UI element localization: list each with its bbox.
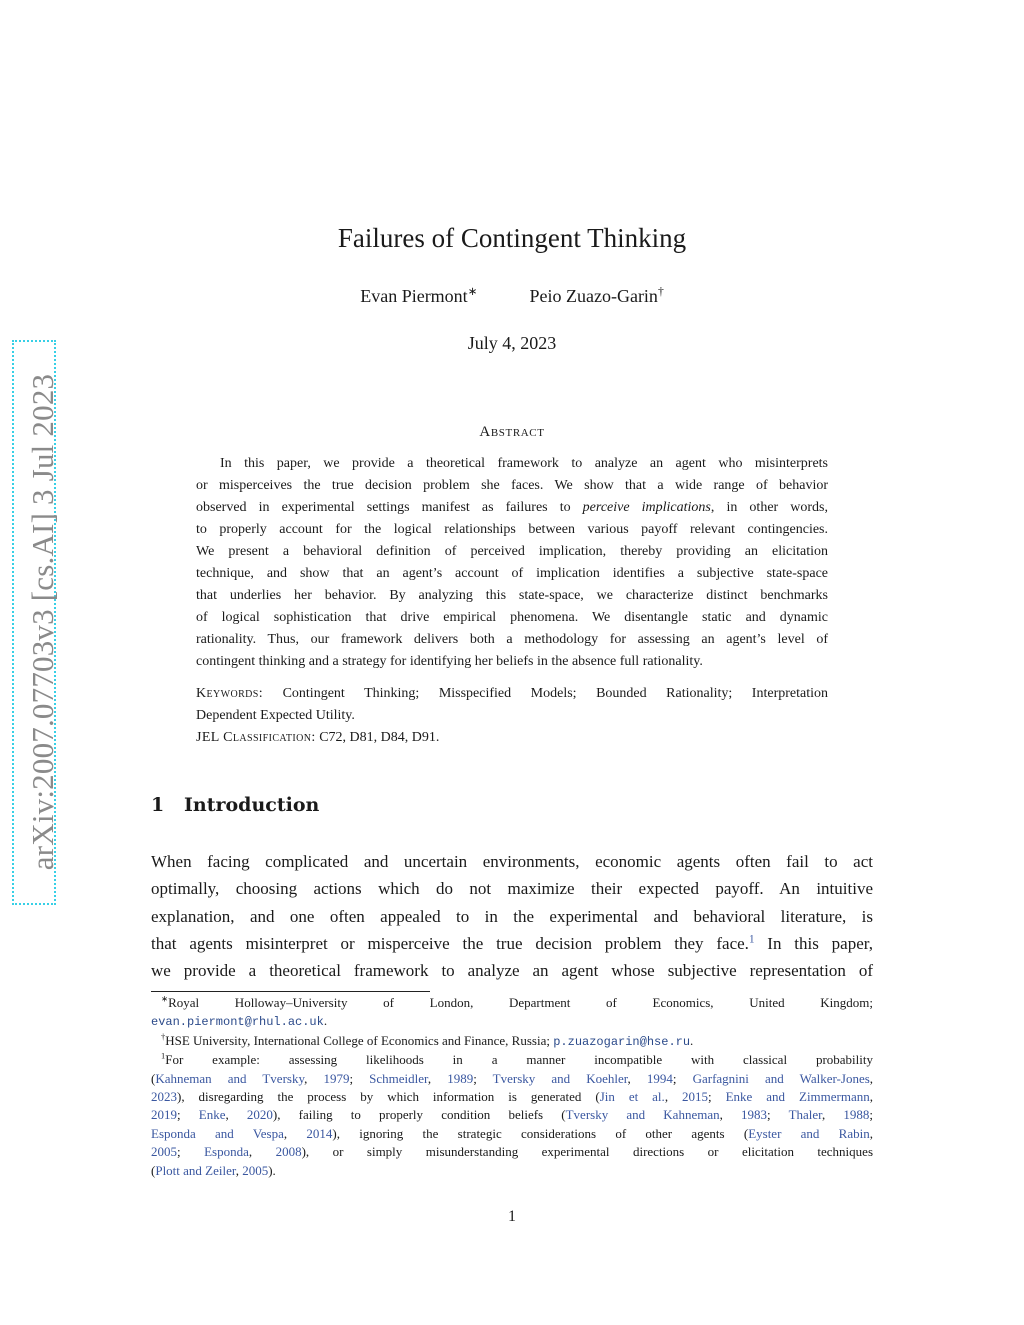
footnote-text: ).: [268, 1162, 276, 1178]
citation-link[interactable]: Jin et al.: [599, 1089, 665, 1105]
footnote-text: ;: [177, 1144, 205, 1160]
abstract-line: observed in experimental settings manifest as failures to perceive implications, in other words,: [196, 500, 828, 515]
citation-link[interactable]: Garfagnini and Walker-Jones: [692, 1070, 870, 1086]
citation-link[interactable]: 2005: [151, 1144, 177, 1160]
emphasis-text: perceive implications: [582, 500, 711, 515]
footnote-text: ,: [248, 1144, 276, 1160]
abstract-line: of logical sophistication that drive empirical phenomena. We disentangle static and dynamic: [196, 610, 828, 625]
footnote-text: ), ignoring the strategic considerations of other agents (: [332, 1125, 749, 1141]
footnote-text: (: [151, 1070, 156, 1086]
footnote-text: ), disregarding the process by which information is generated (: [177, 1089, 600, 1105]
abstract-line: that underlies her behavior. By analyzing this state-space, we characterize distinct benchmarks: [196, 588, 828, 603]
footnote-text: ;: [708, 1089, 726, 1105]
introduction-body: [151, 848, 873, 984]
footnote-text: ;: [177, 1107, 199, 1123]
abstract-line: rationality. Thus, our framework delivers both a methodology for assessing an agent’s level of: [196, 632, 828, 647]
footnote-text: ), failing to properly condition beliefs (: [272, 1107, 566, 1123]
footnote-dagger: †HSE University, International College of Economics and Finance, Russia; p.zuazogarin@hse.ru.: [161, 1031, 694, 1049]
citation-link[interactable]: 1983: [741, 1107, 768, 1123]
footnote-text: ;: [767, 1107, 789, 1123]
section-heading: [151, 794, 319, 816]
body-line: When facing complicated and uncertain environments, economic agents often fail to act: [151, 852, 873, 871]
citation-link[interactable]: Esponda and Vespa: [151, 1125, 284, 1141]
footnote-text: ;: [672, 1070, 693, 1086]
citation-link[interactable]: 2019: [151, 1107, 177, 1123]
abstract-body: [196, 453, 828, 673]
citation-link[interactable]: Tversky and Kahneman: [565, 1107, 720, 1123]
footnote-text: ;: [349, 1070, 370, 1086]
citation-link[interactable]: Plott and Zeiler: [155, 1162, 236, 1178]
citation-link[interactable]: Enke and Zimmermann: [725, 1089, 870, 1105]
body-line: explanation, and one often appealed to in the experimental and behavioral literature, is: [151, 906, 873, 926]
keywords-line: Keywords: Contingent Thinking; Misspecified Models; Bounded Rationality; Interpretation: [196, 686, 828, 701]
citation-link[interactable]: 2014: [306, 1125, 333, 1141]
footnote-1-line: [151, 1125, 873, 1143]
footnote-1-line: [151, 1162, 873, 1180]
abstract-line: We present a behavioral definition of perceived implication, thereby providing an elicitation: [196, 544, 828, 559]
footnote-text: ,: [427, 1070, 448, 1086]
citation-link[interactable]: Schmeidler: [369, 1070, 428, 1086]
footnote-text: ;: [869, 1107, 873, 1123]
citation-link[interactable]: 2005: [242, 1162, 269, 1178]
abstract-heading: Abstract: [479, 424, 545, 440]
section-title: Introduction: [184, 794, 320, 816]
citation-link[interactable]: Enke: [198, 1107, 226, 1123]
citation-link[interactable]: 1988: [843, 1107, 870, 1123]
footnote-star: ∗Royal Holloway–University of London, Department of Economics, United Kingdom;: [161, 993, 873, 1010]
arxiv-identifier: arXiv:2007.07703v3 [cs.AI] 3 Jul 2023: [25, 373, 60, 871]
keywords-block: [196, 683, 828, 749]
footnote-text: ,: [225, 1107, 247, 1123]
citation-link[interactable]: Eyster and Rabin: [748, 1125, 870, 1141]
jel-label: JEL Classification:: [196, 730, 316, 745]
footnote-text: ,: [719, 1107, 742, 1123]
body-line: we provide a theoretical framework to analyze an agent whose subjective representation of: [151, 961, 873, 981]
footnote-text: ,: [664, 1089, 683, 1105]
footnote-text: ;: [473, 1070, 493, 1086]
abstract-line: or misperceives the true decision problem she faces. We show that a wide range of behavior: [196, 478, 828, 493]
author-list: [0, 286, 1024, 307]
citation-link[interactable]: 2023: [151, 1089, 177, 1105]
paper-title: Failures of Contingent Thinking: [337, 223, 687, 253]
footnote-text: ,: [627, 1070, 647, 1086]
author: Evan Piermont∗: [360, 285, 478, 306]
citation-link[interactable]: 2008: [275, 1144, 302, 1160]
keywords-label: Keywords:: [196, 686, 264, 701]
abstract-line: In this paper, we provide a theoretical framework to analyze an agent who misinterprets: [220, 456, 828, 471]
paper-date: July 4, 2023: [467, 333, 557, 353]
jel-line: JEL Classification: C72, D81, D84, D91.: [196, 730, 440, 745]
footnote-1: $^1$For example: assessing likelihoods in a manner incompatible with classical probability: [161, 1050, 873, 1068]
citation-link[interactable]: 2020: [246, 1107, 273, 1123]
footnote-text: ), or simply misunderstanding experimental directions or elicitation techniques: [301, 1144, 874, 1160]
footnote-text: ,: [235, 1162, 243, 1178]
citation-link[interactable]: 1989: [447, 1070, 474, 1086]
footnote-text: ,: [283, 1125, 307, 1141]
citation-link[interactable]: 2015: [682, 1089, 709, 1105]
body-line: that agents misinterpret or misperceive the true decision problem they face.$^1$ In this paper,: [151, 933, 873, 953]
footnote-text: ,: [304, 1070, 324, 1086]
abstract-line: technique, and show that an agent’s account of implication identifies a subjective state-space: [196, 566, 828, 581]
email-link[interactable]: evan.piermont@rhul.ac.uk: [151, 1015, 324, 1030]
citation-link[interactable]: 1994: [646, 1070, 673, 1086]
footnotes: [151, 994, 873, 1180]
footnote-text: ,: [869, 1070, 874, 1086]
footnote-1-line: [151, 1088, 873, 1106]
footnote-1-line: [151, 1106, 873, 1124]
citation-link[interactable]: Tversky and Koehler: [492, 1070, 628, 1086]
citation-link[interactable]: Esponda: [204, 1144, 249, 1160]
citation-link[interactable]: 1979: [323, 1070, 350, 1086]
footnote-1-line: [151, 1070, 873, 1088]
footnote-rule: [151, 991, 430, 992]
abstract-line: to properly account for the logical relationships between various payoff relevant contingencies.: [196, 522, 828, 537]
footnote-text: ,: [869, 1089, 874, 1105]
page-number: 1: [508, 1208, 516, 1225]
footnote-text: (: [151, 1162, 156, 1178]
footnote-1-line: [151, 1143, 873, 1161]
footnote-ref[interactable]: 1: [748, 933, 755, 946]
citation-link[interactable]: Kahneman and Tversky: [155, 1070, 305, 1086]
author: Peio Zuazo-Garin†: [529, 285, 664, 306]
footnote-star-cont: evan.piermont@rhul.ac.uk.: [151, 1013, 328, 1030]
footnote-text: ,: [869, 1125, 873, 1141]
abstract-line: contingent thinking and a strategy for identifying her beliefs in the absence full rationality.: [196, 654, 703, 669]
body-line: optimally, choosing actions which do not maximize their expected payoff. An intuitive: [151, 879, 873, 899]
keywords-line: Dependent Expected Utility.: [196, 708, 355, 723]
section-number: 1: [151, 794, 165, 816]
footnote-text: ,: [821, 1107, 844, 1123]
citation-link[interactable]: Thaler: [788, 1107, 822, 1123]
email-link[interactable]: p.zuazogarin@hse.ru: [553, 1034, 691, 1049]
